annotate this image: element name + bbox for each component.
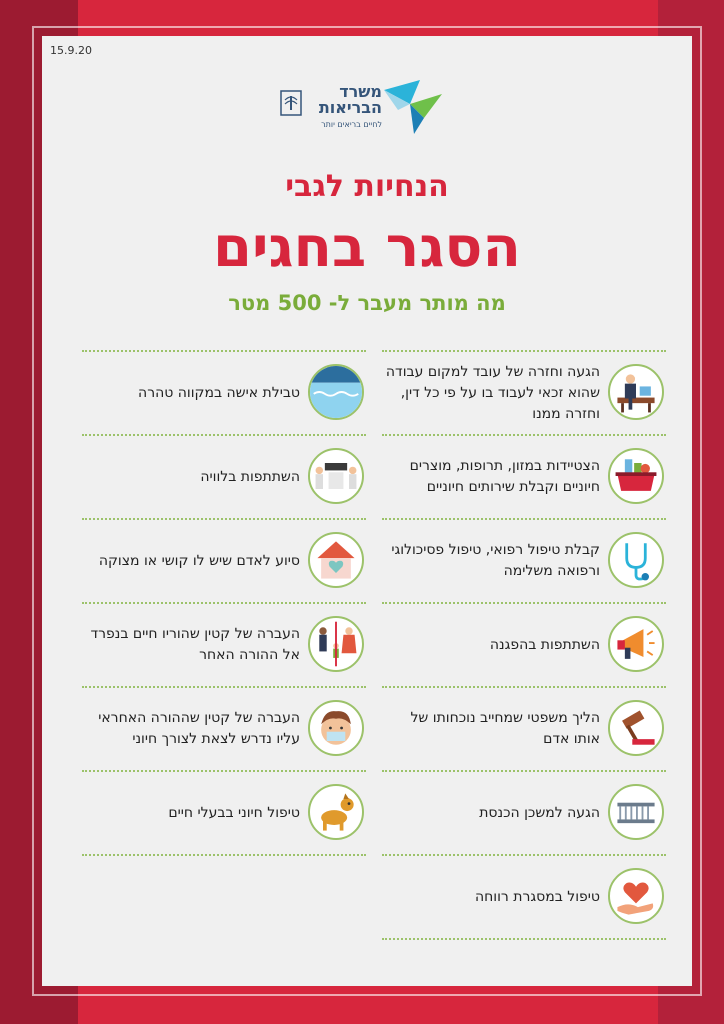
list-item-label: סיוע לאדם שיש לו קושי או מצוקה [98, 552, 300, 569]
list-item-label: השתתפות בלוויה [200, 468, 300, 485]
permitted-list-right [382, 350, 666, 940]
list-item-label: הגעה למשכן הכנסת [479, 804, 600, 821]
worker-at-desk-icon [608, 364, 664, 420]
list-item-label: העברה של קטין שההורה האחראי עליו נדרש לצאת לצורך חיוני [98, 710, 300, 747]
list-item-label: העברה של קטין שהוריו חיים בנפרד אל ההורה האחר [90, 626, 300, 663]
house-heart-icon [308, 532, 364, 588]
ministry-logo [280, 76, 450, 136]
list-item-label: הגעה וחזרה של עובד למקום עבודה שהוא זכאי לעבוד בו על פי כל דין, וחזרה ממנו [385, 363, 600, 422]
list-item-label: טיפול חיוני בבעלי חיים [168, 804, 300, 821]
list-item [82, 518, 366, 602]
logo-bird-icon [380, 76, 446, 136]
list-item [82, 602, 366, 686]
permitted-list-left [82, 350, 366, 856]
child-face-icon [308, 700, 364, 756]
title-large: הסגר בחגים [213, 215, 521, 280]
list-item-label: הליך משפטי שמחייב נוכחותו של אותו אדם [410, 710, 600, 747]
list-item-label: קבלת טיפול רפואי, טיפול פסיכולוגי ורפואה משלימה [391, 542, 600, 579]
list-item [82, 350, 366, 434]
list-item [82, 770, 366, 856]
funeral-icon [308, 448, 364, 504]
stethoscope-icon [608, 532, 664, 588]
list-item-label: טבילת אישה במקווה טהרה [138, 384, 300, 401]
list-item [382, 434, 666, 518]
family-icon [308, 616, 364, 672]
list-item [382, 686, 666, 770]
list-item [382, 602, 666, 686]
list-item-label: הצטיידות במזון, תרופות, מוצרים חיוניים וקבלת שירותים חיוניים [409, 458, 600, 495]
logo-name-line1: משרד [339, 82, 382, 101]
gavel-icon [608, 700, 664, 756]
date-label: 15.9.20 [50, 44, 92, 57]
list-item [382, 770, 666, 854]
list-item [382, 350, 666, 434]
logo-tagline: לחיים בריאים יותר [321, 120, 382, 129]
knesset-building-icon [608, 784, 664, 840]
poster-card [42, 36, 692, 986]
list-item-label: השתתפות בהפגנה [489, 636, 600, 653]
list-item [382, 854, 666, 940]
dog-icon [308, 784, 364, 840]
state-emblem-icon [280, 90, 302, 116]
title-small: הנחיות לגבי [285, 169, 449, 204]
list-item-label: טיפול במסגרת רווחה [474, 888, 600, 905]
list-item [382, 518, 666, 602]
list-item [82, 434, 366, 518]
pool-water-icon [308, 364, 364, 420]
megaphone-icon [608, 616, 664, 672]
list-item [82, 686, 366, 770]
shopping-basket-icon [608, 448, 664, 504]
subtitle: מה מותר מעבר ל- 500 מטר [228, 291, 506, 315]
heart-hand-icon [608, 868, 664, 924]
logo-name-line2: הבריאות [318, 98, 382, 117]
